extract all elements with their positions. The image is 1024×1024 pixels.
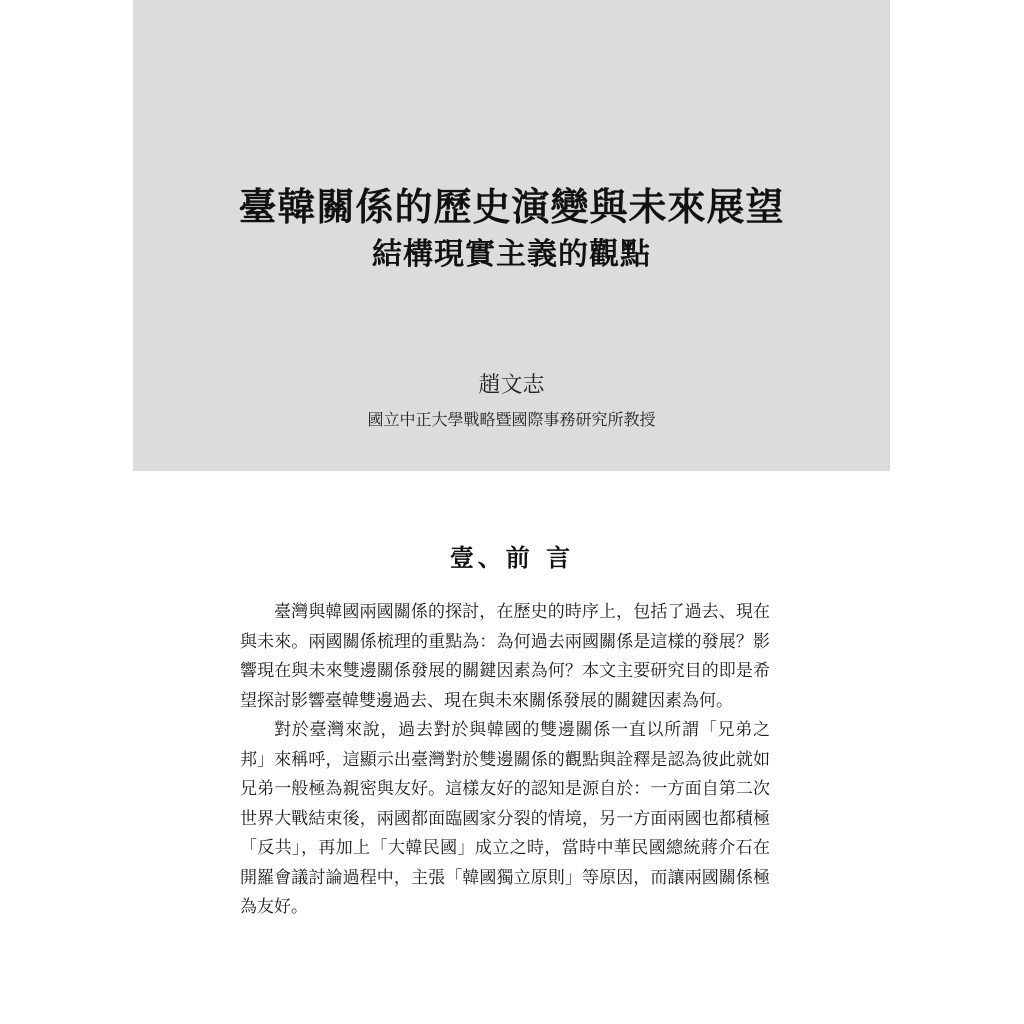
body-text [240,598,770,923]
paragraph: 臺灣與韓國兩國關係的探討，在歷史的時序上，包括了過去、現在與未來。兩國關係梳理的重點為：為何過去兩國關係是這樣的發展？影響現在與未來雙邊關係發展的關鍵因素為何？本文主要研究目的即是希望探討影響臺韓雙邊過去、現在與未來關係發展的關鍵因素為何。 [240,602,770,711]
paragraph: 對於臺灣來說，過去對於與韓國的雙邊關係一直以所謂「兄弟之邦」來稱呼，這顯示出臺灣對於雙邊關係的觀點與詮釋是認為彼此就如兄弟一般極為親密與友好。這樣友好的認知是源自於：一方面自第二次世界大戰結束後，兩國都面臨國家分裂的情境，另一方面兩國也都積極「反共」，再加上「大韓民國」成立之時，當時中華民國總統蔣介石在開羅會議討論過程中，主張「韓國獨立原則」等原因，而讓兩國關係極為友好。 [240,720,770,917]
section-heading: 壹、前 言 [449,544,575,572]
author-affiliation: 國立中正大學戰略暨國際事務研究所教授 [367,410,656,429]
article-subtitle: 結構現實主義的觀點 [372,237,651,272]
article-title: 臺韓關係的歷史演變與未來展望 [238,184,785,229]
author-name: 趙文志 [478,373,545,398]
title-banner [133,0,890,471]
